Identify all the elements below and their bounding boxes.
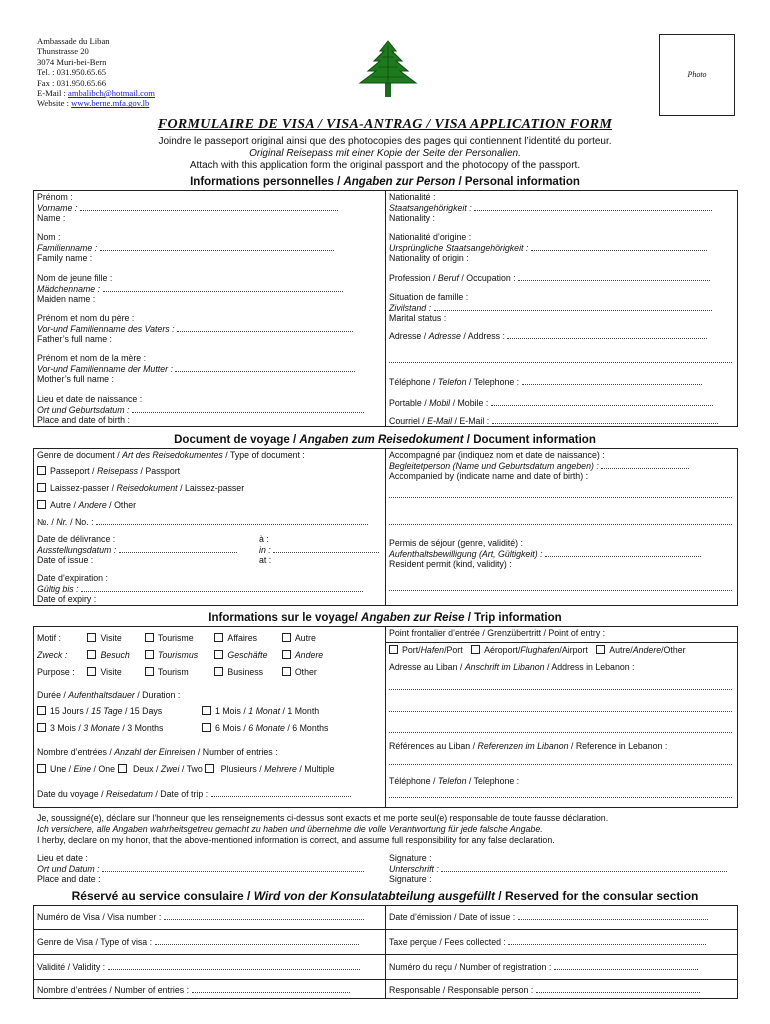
field-consular-entries[interactable] <box>37 985 350 996</box>
field-issue-place[interactable] <box>259 534 379 566</box>
label-fr: Prénom : <box>37 192 73 202</box>
title-en: / Personal information <box>455 176 580 188</box>
label-en: / Multiple <box>296 764 335 774</box>
label: Numéro de Visa / Visa number : <box>37 912 162 922</box>
declaration-fr: Je, soussigné(e), déclare sur l’honneur que les renseignements ci-dessus sont exacts et me porte seul(e) responsable de toute fausse déclaration. <box>37 813 609 823</box>
point-entry-label: Point frontalier d’entrée / Grenzübertritt / Point of entry : <box>389 628 606 638</box>
intro-en: Attach with this application form the original passport and the photocopy of the passport. <box>189 160 581 171</box>
title-fr: Informations sur le voyage/ <box>208 612 362 624</box>
label-fr: à : <box>259 534 269 544</box>
checkbox-other-entry[interactable] <box>596 645 605 654</box>
label: Numéro du reçu / Number of registration : <box>389 962 552 972</box>
field-nom[interactable] <box>37 232 334 264</box>
label-fr: Courriel / <box>389 416 428 426</box>
address-lebanon-line-2[interactable] <box>389 711 732 712</box>
label-fr: Date du voyage / <box>37 789 106 799</box>
label-fr: Une / <box>50 764 74 774</box>
label-en: Nationality of origin : <box>389 253 469 264</box>
label-fr: 6 Mois / <box>215 723 249 733</box>
checkbox-tourismus[interactable] <box>145 650 154 659</box>
label-fr: Date d’expiration : <box>37 573 108 583</box>
label-de: Eine <box>73 764 92 774</box>
field-address-lebanon <box>389 662 635 673</box>
label-de: Gültig bis : <box>37 583 79 594</box>
label: Responsable / Responsable person : <box>389 985 534 995</box>
label-de: Ausstellungsdatum : <box>37 544 117 555</box>
label-fr: Adresse / <box>389 331 429 341</box>
label-en: Family name : <box>37 253 93 264</box>
label-de: Begleitetperson (Name und Geburtsdatum angeben) : <box>389 460 599 471</box>
title-en: / Document information <box>463 434 596 446</box>
label-de: Nr. <box>56 517 68 527</box>
label-en: Resident permit (kind, validity) : <box>389 559 512 570</box>
checkbox-tourism[interactable] <box>145 667 154 676</box>
checkbox[interactable] <box>37 466 46 475</box>
label-en: / Telephone : <box>466 377 520 387</box>
label-en: Accompanied by (indicate name and date of birth) : <box>389 471 589 482</box>
label-en: / 1 Month <box>280 706 320 716</box>
option-label: Affaires <box>227 633 258 643</box>
checkbox-visite[interactable] <box>87 633 96 642</box>
label-fr: Signature : <box>389 853 432 863</box>
field-date-of-issue[interactable] <box>389 912 708 923</box>
checkbox-tourisme[interactable] <box>145 633 154 642</box>
field-profession[interactable] <box>389 273 710 284</box>
label-en: / Address in Lebanon : <box>544 662 635 672</box>
label: Date d’émission / Date of issue : <box>389 912 516 922</box>
field-mother[interactable] <box>37 353 355 385</box>
label-fr: Portable / <box>389 398 430 408</box>
field-responsible-person[interactable] <box>389 985 700 996</box>
label-en: / Address : <box>460 331 505 341</box>
label-fr: Laissez-passer / <box>50 483 117 493</box>
label-en: / Occupation : <box>458 273 516 283</box>
label-en: / Duration : <box>134 690 181 700</box>
label-en: / Other <box>106 500 137 510</box>
label-fr: Passeport / <box>50 466 97 476</box>
label-fr: Permis de séjour (genre, validité) : <box>389 538 523 548</box>
label-en: Place and date of birth : <box>37 415 130 426</box>
option-label: Tourisme <box>157 633 194 643</box>
label-de: 15 Tage <box>91 706 123 716</box>
option-label: Tourismus <box>157 650 199 660</box>
label-de: 6 Monate <box>248 723 285 733</box>
field-mobile[interactable] <box>389 398 713 409</box>
section-title-trip <box>0 612 770 624</box>
label-de: Vor-und Familienname des Vaters : <box>37 323 175 334</box>
form-title: FORMULAIRE DE VISA / VISA-ANTRAG / VISA APPLICATION FORM <box>157 117 613 132</box>
label-de: Staatsangehörigkeit : <box>389 202 472 213</box>
embassy-address <box>37 36 155 109</box>
option-label: Besuch <box>100 650 130 660</box>
label-de: E-Mail <box>427 416 453 426</box>
option-laissez-passer[interactable] <box>37 483 244 494</box>
label-en: Maiden name : <box>37 294 96 305</box>
label-en: Date of expiry : <box>37 594 97 605</box>
section-title-document <box>0 434 770 446</box>
checkbox[interactable] <box>37 500 46 509</box>
label-fr: Références au Liban / <box>389 741 478 751</box>
photo-box[interactable] <box>659 34 735 116</box>
accompanied-line-3[interactable] <box>389 524 732 525</box>
label-de: Aufenthaltsdauer <box>68 690 135 700</box>
label-de: Reisedokument <box>116 483 178 493</box>
title-fr: Réservé au service consulaire / <box>71 889 254 903</box>
title-fr: Document de voyage / <box>174 434 300 446</box>
field-birth[interactable] <box>37 394 364 426</box>
section-title-personal <box>0 176 770 188</box>
row-motif <box>37 633 316 644</box>
label-en: / 6 Months <box>284 723 329 733</box>
label-fr: Deux / <box>130 764 161 774</box>
label-de: Mädchenname : <box>37 283 101 294</box>
label-de: Adresse <box>428 331 461 341</box>
option-label: Andere <box>294 650 324 660</box>
checkbox-autre[interactable] <box>282 633 291 642</box>
label-fr: Situation de famille : <box>389 292 469 302</box>
label-en: / 15 Days <box>122 706 163 716</box>
label-en: / Two <box>179 764 203 774</box>
label-en: / Date of trip : <box>152 789 209 799</box>
label-de: Anschrift im Libanon <box>464 662 545 672</box>
field-place-date[interactable] <box>37 853 364 885</box>
embassy-street: Thunstrasse 20 <box>37 46 89 57</box>
field-visa-number[interactable] <box>37 912 364 923</box>
checkbox-one-entry[interactable] <box>37 764 46 773</box>
option-label: Business <box>227 667 264 677</box>
label-fr: Profession / <box>389 273 438 283</box>
checkbox-multiple-entries[interactable] <box>205 764 214 773</box>
embassy-tel: Tel. : 031.950.65.65 <box>37 67 107 78</box>
label-fr: №. / <box>37 517 57 527</box>
checkbox[interactable] <box>37 706 46 715</box>
label-de: Andere <box>78 500 107 510</box>
label-fr: Adresse au Liban / <box>389 662 465 672</box>
label-en: / No. : <box>67 517 94 527</box>
title-en: / Reserved for the consular section <box>494 889 699 903</box>
title-de: Angaben zur Reise <box>361 612 465 624</box>
label-fr: 15 Jours / <box>50 706 92 716</box>
embassy-city: 3074 Muri-bei-Bern <box>37 56 107 67</box>
label-de: Ort und Geburtsdatum : <box>37 404 130 415</box>
label-de: Andere <box>632 645 662 655</box>
purpose-label: Purpose : <box>37 667 75 677</box>
field-signature[interactable] <box>389 853 727 885</box>
row-entries-options <box>37 764 335 775</box>
field-marital-status[interactable] <box>389 292 712 324</box>
field-prenom[interactable] <box>37 192 338 224</box>
checkbox-besuch[interactable] <box>87 650 96 659</box>
field-origin-nationality[interactable] <box>389 232 707 264</box>
field-validity[interactable] <box>37 962 360 973</box>
label-de: Reisedatum <box>105 789 153 799</box>
label-en: Date of issue : <box>37 555 94 566</box>
label-en: / Telephone : <box>466 776 520 786</box>
label-fr: Autre/ <box>609 645 633 655</box>
reference-line[interactable] <box>389 764 732 765</box>
label-de: 3 Monate <box>83 723 120 733</box>
label-en: Place and date : <box>37 874 101 885</box>
field-point-of-entry <box>389 628 605 639</box>
label-fr: Accompagné par (indiquez nom et date de naissance) : <box>389 450 605 460</box>
label-de: 1 Monat <box>248 706 281 716</box>
field-visa-type[interactable] <box>37 937 359 948</box>
label-fr: Lieu et date de naissance : <box>37 394 143 404</box>
row-entry-options <box>389 645 686 656</box>
label-en: at : <box>259 555 272 566</box>
label-de: Referenzen im Libanon <box>477 741 569 751</box>
label-en: / E-Mail : <box>452 416 490 426</box>
label-en: / Mobile : <box>450 398 489 408</box>
label-en: Father’s full name : <box>37 334 112 345</box>
label-de: Vorname : <box>37 202 78 213</box>
field-maiden-name[interactable] <box>37 273 343 305</box>
address-lebanon-line-3[interactable] <box>389 732 732 733</box>
label-fr: Prénom et nom de la mère : <box>37 353 147 363</box>
option-label: Other <box>294 667 317 677</box>
option-other-document[interactable] <box>37 500 136 511</box>
label-en: Marital status : <box>389 313 447 324</box>
label-fr: Nationalité : <box>389 192 436 202</box>
label-de: Beruf <box>437 273 459 283</box>
label-de: Zwei <box>160 764 180 774</box>
label-fr: Nom : <box>37 232 61 242</box>
field-reference-lebanon <box>389 741 667 752</box>
label-fr: 3 Mois / <box>50 723 84 733</box>
checkbox[interactable] <box>37 723 46 732</box>
declaration-en: I herby, declare on my honor, that the above-mentioned information is correct, and assume full responsibility for any false declaration. <box>37 835 555 845</box>
label: Taxe perçue / Fees collected : <box>389 937 506 947</box>
label-de: Unterschrift : <box>389 863 439 874</box>
label-de: Ort und Datum : <box>37 863 100 874</box>
field-document-type <box>37 450 305 461</box>
label-fr: Téléphone / <box>389 776 438 786</box>
label-de: Hafen <box>420 645 445 655</box>
label-en: / Passport <box>138 466 181 476</box>
label-fr: Lieu et date : <box>37 853 88 863</box>
checkbox-two-entries[interactable] <box>118 764 127 773</box>
label-de: Mehrere <box>264 764 297 774</box>
email-link[interactable]: ambalibch@hotmail.com <box>68 88 155 99</box>
label-de: Telefon <box>437 377 467 387</box>
checkbox-port[interactable] <box>389 645 398 654</box>
label-en: / Reference in Lebanon : <box>568 741 668 751</box>
website-link[interactable]: www.berne.mfa.gov.lb <box>71 98 150 109</box>
embassy-fax: Fax : 031.950.65.66 <box>37 77 106 88</box>
label-en: / One <box>91 764 116 774</box>
permit-line-2[interactable] <box>389 590 732 591</box>
label-de: Mobil <box>429 398 451 408</box>
title-de: Angaben zur Person <box>343 176 456 188</box>
website-label: Website : <box>37 98 72 109</box>
checkbox-airport[interactable] <box>471 645 480 654</box>
label-de: Flughafen <box>520 645 560 655</box>
label-de: Aufenthaltsbewilligung (Art, Gültigkeit) : <box>389 548 543 559</box>
field-email[interactable] <box>389 416 718 427</box>
field-document-number[interactable] <box>37 517 368 528</box>
checkbox[interactable] <box>202 723 211 732</box>
label-de: Art des Reisedokumentes <box>122 450 223 460</box>
embassy-email-row <box>37 88 155 98</box>
label: Validité / Validity : <box>37 962 106 972</box>
label-fr: Prénom et nom du père : <box>37 313 135 323</box>
label-en: Nationality : <box>389 213 435 224</box>
field-issue-date[interactable] <box>37 534 237 566</box>
label-en: /Other <box>661 645 686 655</box>
checkbox[interactable] <box>202 706 211 715</box>
section-title-consular <box>0 889 770 903</box>
cedar-tree-logo <box>356 37 420 101</box>
label-de: in : <box>259 544 271 555</box>
label-fr: Autre / <box>50 500 79 510</box>
option-label: Tourism <box>157 667 189 677</box>
option-label: Visite <box>100 633 122 643</box>
label-fr: Nombre d’entrées / <box>37 747 115 757</box>
checkbox-andere[interactable] <box>282 650 291 659</box>
label-fr: Port/ <box>402 645 421 655</box>
label-fr: Genre de document / <box>37 450 123 460</box>
embassy-name: Ambassade du Liban <box>37 36 110 46</box>
title-de: Wird von der Konsulatabteilung ausgefüllt <box>253 889 495 903</box>
telephone-line[interactable] <box>389 797 732 798</box>
motif-label: Motif : <box>37 633 61 643</box>
checkbox-business[interactable] <box>214 667 223 676</box>
label-en: / Number of entries : <box>195 747 278 757</box>
label-de: Familienname : <box>37 242 98 253</box>
label-en: /Airport <box>559 645 588 655</box>
option-label: Geschäfte <box>227 650 268 660</box>
label-en: Signature : <box>389 874 432 885</box>
option-label: Autre <box>294 633 316 643</box>
label-en: /Port <box>444 645 463 655</box>
row-zweck <box>37 650 323 661</box>
label-fr: 1 Mois / <box>215 706 249 716</box>
label-de: Telefon <box>437 776 467 786</box>
label-de: Vor-und Familienname der Mutter : <box>37 363 173 374</box>
label-en: Name : <box>37 213 66 224</box>
photo-label: Photo <box>687 70 707 79</box>
label: Genre de Visa / Type of visa : <box>37 937 153 947</box>
field-entries <box>37 747 278 758</box>
option-6-months[interactable] <box>202 723 328 734</box>
intro-fr: Joindre le passeport original ainsi que des photocopies des pages qui contiennent l’identité du porteur. <box>158 136 612 147</box>
label-de: Anzahl der Einreisen <box>114 747 196 757</box>
label-fr: Nom de jeune fille : <box>37 273 113 283</box>
label-fr: Durée / <box>37 690 69 700</box>
option-15-days[interactable] <box>37 706 162 717</box>
option-passport[interactable] <box>37 466 180 477</box>
option-1-month[interactable] <box>202 706 319 717</box>
field-address[interactable] <box>389 331 707 342</box>
title-fr: Informations personnelles / <box>190 176 344 188</box>
accompanied-line-2[interactable] <box>389 497 732 498</box>
field-trip-date[interactable] <box>37 789 351 800</box>
label-de: Ursprüngliche Staatsangehörigkeit : <box>389 242 529 253</box>
embassy-website-row <box>37 98 155 108</box>
label-en: / Type of document : <box>222 450 305 460</box>
address-lebanon-line-1[interactable] <box>389 689 732 690</box>
intro-de: Original Reisepass mit einer Kopie der Seite der Personalien. <box>249 148 521 159</box>
label-en: / Laissez-passer <box>177 483 245 493</box>
field-resident-permit[interactable] <box>389 538 701 570</box>
label-de: Reisepass <box>96 466 139 476</box>
field-father[interactable] <box>37 313 353 345</box>
option-3-months[interactable] <box>37 723 163 734</box>
field-nationality[interactable] <box>389 192 712 224</box>
label-fr: Plusieurs / <box>218 764 265 774</box>
label: Nombre d’entrées / Number of entries : <box>37 985 190 995</box>
title-de: Angaben zum Reisedokument <box>299 434 464 446</box>
field-expiry-date[interactable] <box>37 573 363 605</box>
label-fr: Téléphone / <box>389 377 438 387</box>
address-line-2[interactable] <box>389 362 732 363</box>
label-fr: Aéroport/ <box>484 645 521 655</box>
zweck-label: Zweck : <box>37 650 68 660</box>
field-trip-telephone[interactable] <box>389 776 519 787</box>
field-registration-number[interactable] <box>389 962 698 973</box>
title-en: / Trip information <box>464 612 562 624</box>
checkbox-geschaefte[interactable] <box>214 650 223 659</box>
checkbox-affaires[interactable] <box>214 633 223 642</box>
row-purpose <box>37 667 317 678</box>
checkbox[interactable] <box>37 483 46 492</box>
email-label: E-Mail : <box>37 88 69 99</box>
label-en: / 3 Months <box>119 723 164 733</box>
field-fees-collected[interactable] <box>389 937 706 948</box>
field-duration <box>37 690 180 701</box>
field-telephone[interactable] <box>389 377 702 388</box>
label-fr: Nationalité d’origine : <box>389 232 472 242</box>
label-de: Zivilstand : <box>389 302 432 313</box>
label-fr: Date de délivrance : <box>37 534 116 544</box>
field-accompanied-by[interactable] <box>389 450 689 482</box>
checkbox-other[interactable] <box>282 667 291 676</box>
option-label: Visite <box>100 667 122 677</box>
label-en: Mother’s full name : <box>37 374 114 385</box>
checkbox-visit[interactable] <box>87 667 96 676</box>
declaration-de: Ich versichere, alle Angaben wahrheitsgetreu gemacht zu haben und übernehme die volle Verantwortung für jede falsche Angabe. <box>37 824 543 834</box>
